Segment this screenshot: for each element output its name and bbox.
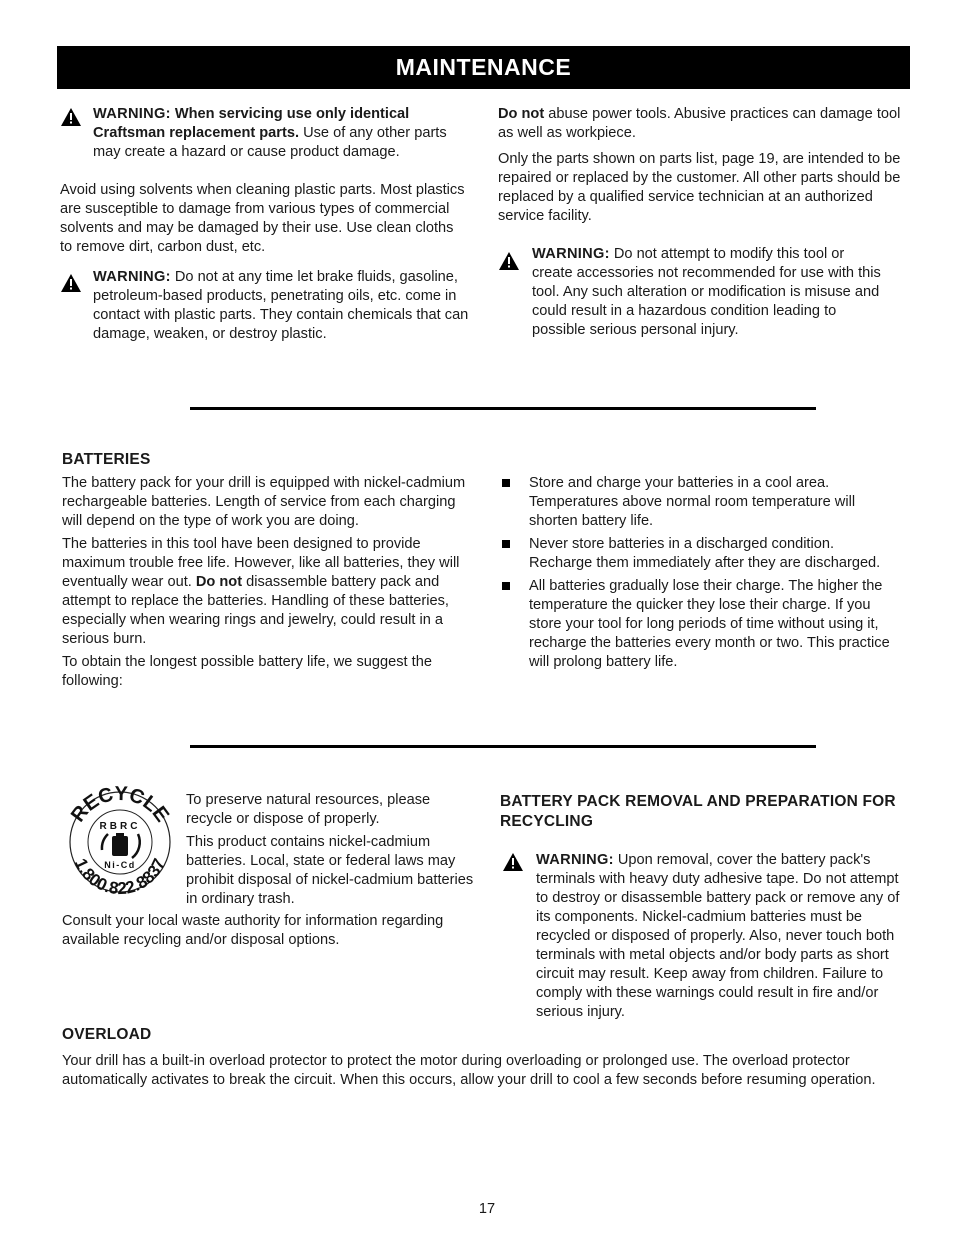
batteries-title: BATTERIES [62, 451, 151, 468]
recycle-paragraph-2: This product contains nickel-cadmium batteries. Local, state or federal laws may prohibit disposal of nickel-cadmium batteries in ordinary trash. [186, 834, 474, 907]
svg-text:RECYCLE [67, 783, 173, 826]
list-item-text: Store and charge your batteries in a cool area. Temperatures above normal room temperature will shorten battery life. [529, 475, 856, 529]
bullet-square-icon [502, 479, 510, 487]
batteries-paragraph-1: The battery pack for your drill is equipped with nickel-cadmium rechargeable batteries. Length of service from each charging will depend on the type of work you are doing. [62, 475, 466, 529]
warning-label: WARNING: [536, 852, 614, 868]
warning-modify-tool [498, 245, 888, 340]
warning-label: WARNING: [93, 106, 171, 122]
logo-recycle-text: RECYCLE [66, 782, 174, 827]
abuse-bold: Do not [498, 106, 545, 122]
warning-triangle-icon [60, 107, 82, 127]
list-item [502, 577, 894, 672]
batteries-paragraph-2-rest: disassemble battery pack and attempt to replace the batteries. Handling of these batteries, especially when wearing rings and jewelry, could result in a serious burn. [62, 574, 449, 647]
warning-label: WARNING: [532, 246, 610, 262]
removal-title: BATTERY PACK REMOVAL AND PREPARATION FOR RECYCLING [500, 793, 896, 830]
list-item-text: Never store batteries in a discharged condition. Recharge them immediately after they are discharged. [529, 536, 881, 571]
list-item [502, 474, 894, 531]
recycle-logo [62, 782, 178, 898]
recycle-paragraph-3: Consult your local waste authority for information regarding available recycling and/or disposal options. [62, 913, 444, 948]
batteries-paragraph-2-bold: Do not [195, 574, 243, 590]
logo-chem-text: Ni-Cd [104, 860, 136, 870]
recycle-paragraph-1: To preserve natural resources, please recycle or dispose of properly. [186, 792, 431, 827]
warning-triangle-icon [60, 273, 82, 293]
recycle-text [186, 791, 476, 909]
warning-text: Do not attempt to modify this tool or create accessories not recommended for use with this tool. Any such alteration or modification is misuse and could result in a hazardous condition leading to possible serious personal injury. [532, 246, 881, 338]
divider [190, 745, 816, 748]
abuse-text: abuse power tools. Abusive practices can damage tool as well as workpiece. [498, 106, 901, 141]
solvents-paragraph: Avoid using solvents when cleaning plastic parts. Most plastics are susceptible to damage from various types of commercial solvents and may be damaged by their use. Use clean cloths to remove dirt, carbon dust, etc. [60, 182, 465, 255]
page-title: MAINTENANCE [395, 54, 572, 80]
batteries-bullet-list [502, 474, 894, 672]
bullet-square-icon [502, 540, 510, 548]
batteries-left-column [62, 474, 472, 691]
logo-phone-text: 1.800.822.8837 [70, 855, 170, 898]
batteries-paragraph-2-text: The batteries in this tool have been designed to provide maximum trouble free life. However, like all batteries, they will eventually wear out. [62, 536, 460, 590]
warning-text: Upon removal, cover the battery pack's terminals with heavy duty adhesive tape. Do not attempt to destroy or disassemble battery pack or remove any of its components. Nickel-cadmium batteries must be recycled or disposed of properly. Also, never touch both terminals with metal objects and/or body parts as short circuit may result. Keep away from children. Failure to comply with these warnings could result in fire and/or serious injury. [536, 852, 900, 1020]
warning-text: Use of any other parts may create a hazard or cause product damage. [93, 125, 447, 160]
warning-label: WARNING: [93, 269, 171, 285]
bullet-square-icon [502, 582, 510, 590]
overload-paragraph: Your drill has a built-in overload protector to protect the motor during overloading or prolonged use. The overload protector automatically activates to break the circuit. When this occurs, allow your drill to cool a few seconds before resuming operation. [62, 1053, 876, 1088]
logo-org-text: RBRC [99, 821, 141, 832]
warning-bold-text: When servicing use only identical Craftsman replacement parts. [93, 106, 410, 141]
warning-brake-fluids [60, 268, 472, 344]
header-bar [57, 46, 910, 89]
divider [190, 407, 816, 410]
warning-replacement-parts [60, 105, 472, 162]
list-item-text: All batteries gradually lose their charge. The higher the temperature the quicker they lose their charge. If you store your tool for long periods of time without using it, recharge the batteries every month or two. This practice will prolong battery life. [529, 578, 890, 670]
batteries-paragraph-2 [62, 535, 472, 649]
warning-text: Do not at any time let brake fluids, gasoline, petroleum-based products, penetrating oils, etc. come in contact with plastic parts. They contain chemicals that can damage, weaken, or destroy plastic. [93, 269, 469, 342]
warning-triangle-icon [502, 852, 524, 872]
warning-battery-removal [502, 851, 908, 1022]
list-item [502, 535, 894, 573]
page-number: 17 [478, 1201, 496, 1217]
overload-title: OVERLOAD [62, 1026, 152, 1043]
parts-paragraph: Only the parts shown on parts list, page 19, are intended to be repaired or replaced by the customer. All other parts should be replaced by a qualified service technician at an authorized service facility. [498, 151, 901, 224]
batteries-paragraph-3: To obtain the longest possible battery life, we suggest the following: [62, 654, 432, 689]
warning-triangle-icon [498, 251, 520, 271]
abuse-paragraph [498, 105, 910, 143]
